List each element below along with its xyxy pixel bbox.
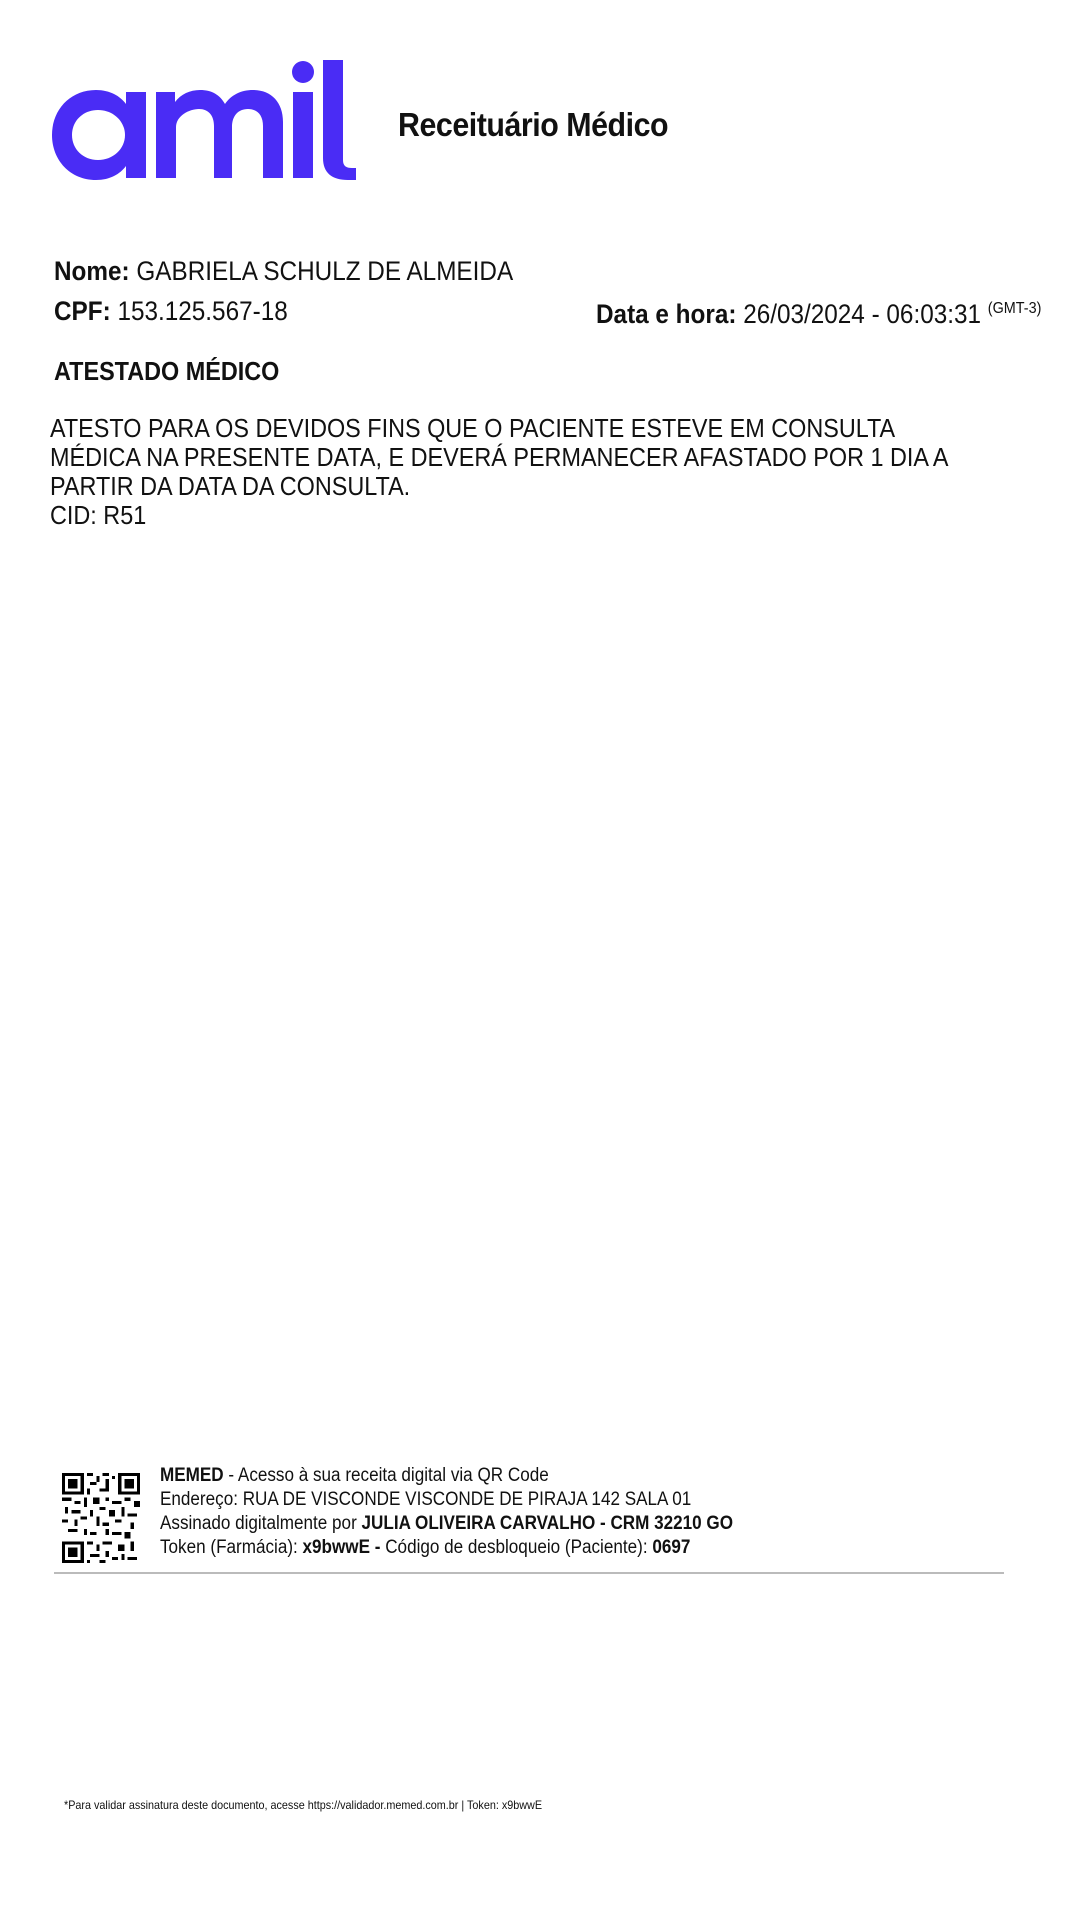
datetime-value: 26/03/2024 - 06:03:31 [743, 299, 982, 329]
certificate-text: ATESTO PARA OS DEVIDOS FINS QUE O PACIENTE ESTEVE EM CONSULTA MÉDICA NA PRESENTE DATA, E DEVERÁ PERMANECER AFASTADO POR 1 DIA A PARTIR DA DATA DA CONSULTA. [50, 413, 948, 501]
token-prefix: Token (Farmácia): [160, 1537, 303, 1558]
signature-block [160, 1464, 733, 1560]
access-text: - Acesso à sua receita digital via QR Code [223, 1465, 549, 1486]
address-line: Endereço: RUA DE VISCONDE VISCONDE DE PIRAJA 142 SALA 01 [160, 1489, 692, 1510]
signed-by: JULIA OLIVEIRA CARVALHO - CRM 32210 GO [361, 1513, 734, 1534]
unlock-prefix: Código de desbloqueio (Paciente): [380, 1537, 653, 1558]
patient-cpf-label: CPF: [54, 296, 111, 326]
timezone: (GMT-3) [987, 300, 1042, 317]
patient-cpf-row [54, 296, 288, 327]
qr-code [62, 1472, 140, 1564]
patient-name-value: GABRIELA SCHULZ DE ALMEIDA [136, 256, 514, 286]
datetime-row [596, 299, 1041, 330]
validation-note: *Para validar assinatura deste documento, acesse https://validador.memed.com.br | Token: x9bwwE [64, 1798, 543, 1812]
signed-line [160, 1512, 733, 1536]
cid-code: CID: R51 [50, 500, 147, 530]
memed-brand: MEMED [160, 1465, 224, 1486]
amil-logo [52, 60, 362, 190]
token-line [160, 1536, 733, 1560]
footer-divider [54, 1572, 1004, 1574]
pharmacy-token: x9bwwE - [302, 1537, 381, 1558]
datetime-label: Data e hora: [596, 299, 737, 329]
document-title: Receituário Médico [398, 106, 669, 143]
certificate-title: ATESTADO MÉDICO [54, 356, 280, 386]
patient-name-row [54, 256, 513, 287]
certificate-body [50, 414, 986, 530]
signed-prefix: Assinado digitalmente por [160, 1513, 362, 1534]
unlock-code: 0697 [652, 1537, 691, 1558]
access-line [160, 1464, 733, 1488]
patient-name-label: Nome: [54, 256, 130, 286]
patient-cpf-value: 153.125.567-18 [117, 296, 288, 326]
